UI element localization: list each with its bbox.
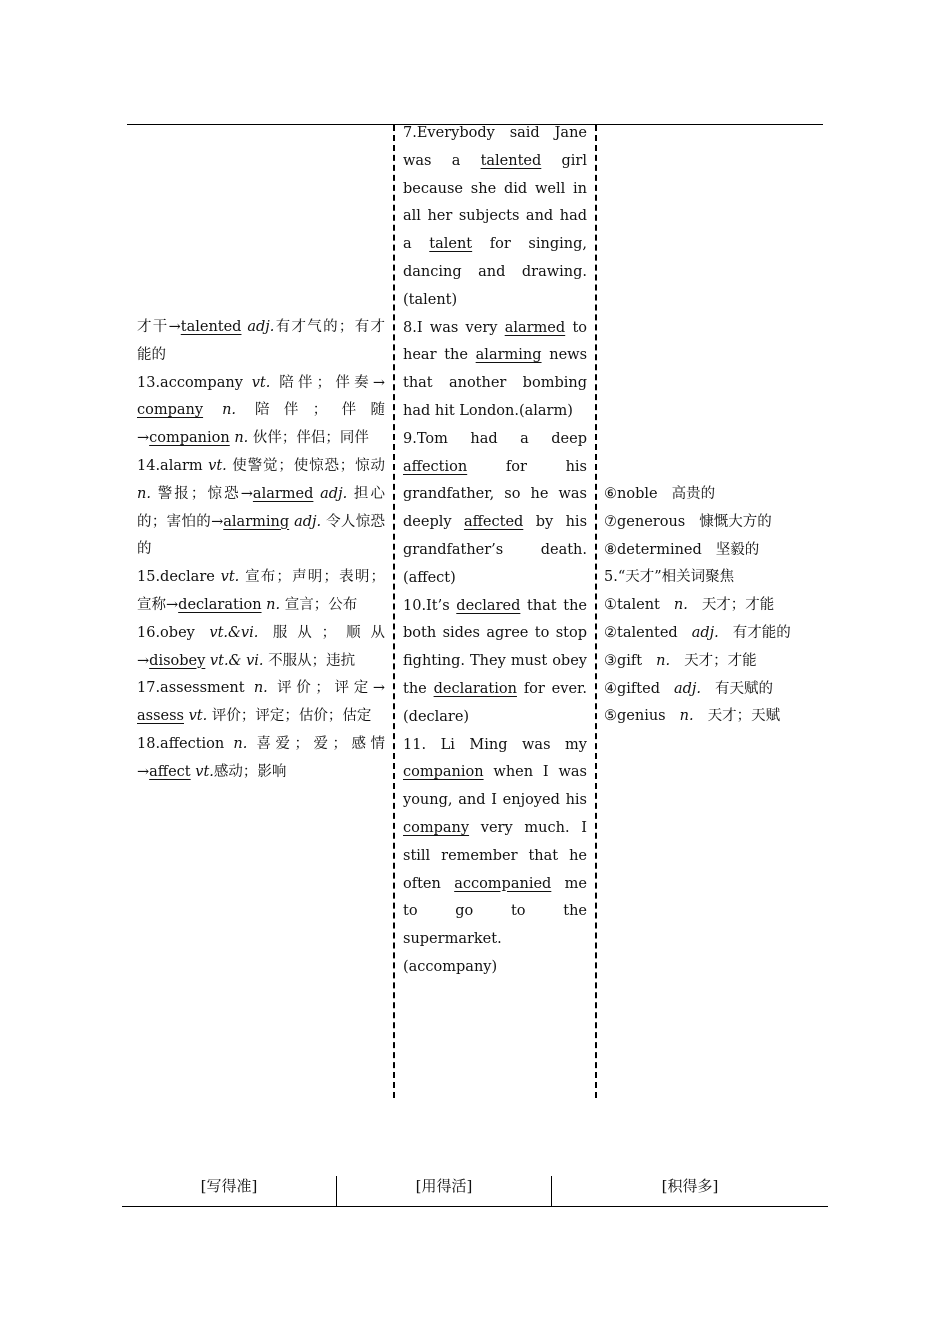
word-noble: ⑥noble 高贵的 [604,486,716,502]
word-gifted: ④gifted adj. 有天赋的 [604,680,774,697]
footer-col-accumulate: [积得多] [661,1177,719,1195]
sentence-column [403,120,587,982]
entry-16-obey: 16.obey vt.&vi. 服从；顺从→disobey vt.& vi. 不服从；违抗 [137,624,385,669]
sentence-9: 9.Tom had a deep affection for his grandfather, so he was deeply affected by his grandfather’s death.(affect) [403,430,588,586]
sentence-10: 10.It’s declared that the both sides agree to stop fighting. They must obey the declaration for ever.(declare) [403,597,587,725]
entry-13-accompany: 13.accompany vt. 陪伴；伴奏→ company n. 陪伴；伴随→companion n. 伙伴；伴侣；同伴 [137,374,386,447]
entry-18-affection: 18.affection n. 喜爱；爱；感情→affect vt.感动；影响 [137,735,386,780]
section-5-heading: 5.“天才”相关词聚焦 [604,569,735,586]
sentence-8: 8.I was very alarmed to hear the alarming news that another bombing had hit London.(alarm) [403,319,588,419]
word-bank-column [604,481,819,731]
word-determined: ⑧determined 坚毅的 [604,541,760,558]
sentence-11-hint: (accompany) [403,958,498,975]
word-talent: ①talent n. 天才；才能 [604,597,775,614]
entry-14-alarm: 14.alarm vt. 使警觉；使惊恐；惊动 n. 警报；惊恐→alarmed adj. 担心的；害怕的→alarming adj. 令人惊恐的 [137,457,386,558]
sentence-7: 7.Everybody said Jane was a talented girl because she did well in all her subjects and had a talent for singing, dancing and drawing.(talent) [403,125,588,308]
sentence-11: 11. Li Ming was my companion when I was young, and I enjoyed his company very much. I still remember that he often accompanied me to go to the supermarket. [403,736,588,948]
footer-col-write: [写得准] [200,1177,258,1195]
entry-17-assessment: 17.assessment n. 评价；评定→ assess vt. 评价；评定；估价；估定 [137,680,386,725]
footer-col-use: [用得活] [415,1177,473,1195]
column-divider-left [393,125,395,1098]
column-divider-right [595,125,597,1098]
word-genius: ⑤genius n. 天才；天赋 [604,708,781,725]
word-talented: ②talented adj. 有才能的 [604,624,791,641]
entry-talent: 才干→talented adj.有才气的；有才能的 [137,319,385,363]
word-generous: ⑦generous 慷慨大方的 [604,513,772,530]
vocabulary-column [137,314,385,787]
footer-rule [122,1206,828,1207]
entry-15-declare: 15.declare vt. 宣布；声明；表明；宣称→declaration n. 宣言；公布 [137,569,386,613]
word-gift: ③gift n. 天才；才能 [604,652,757,669]
